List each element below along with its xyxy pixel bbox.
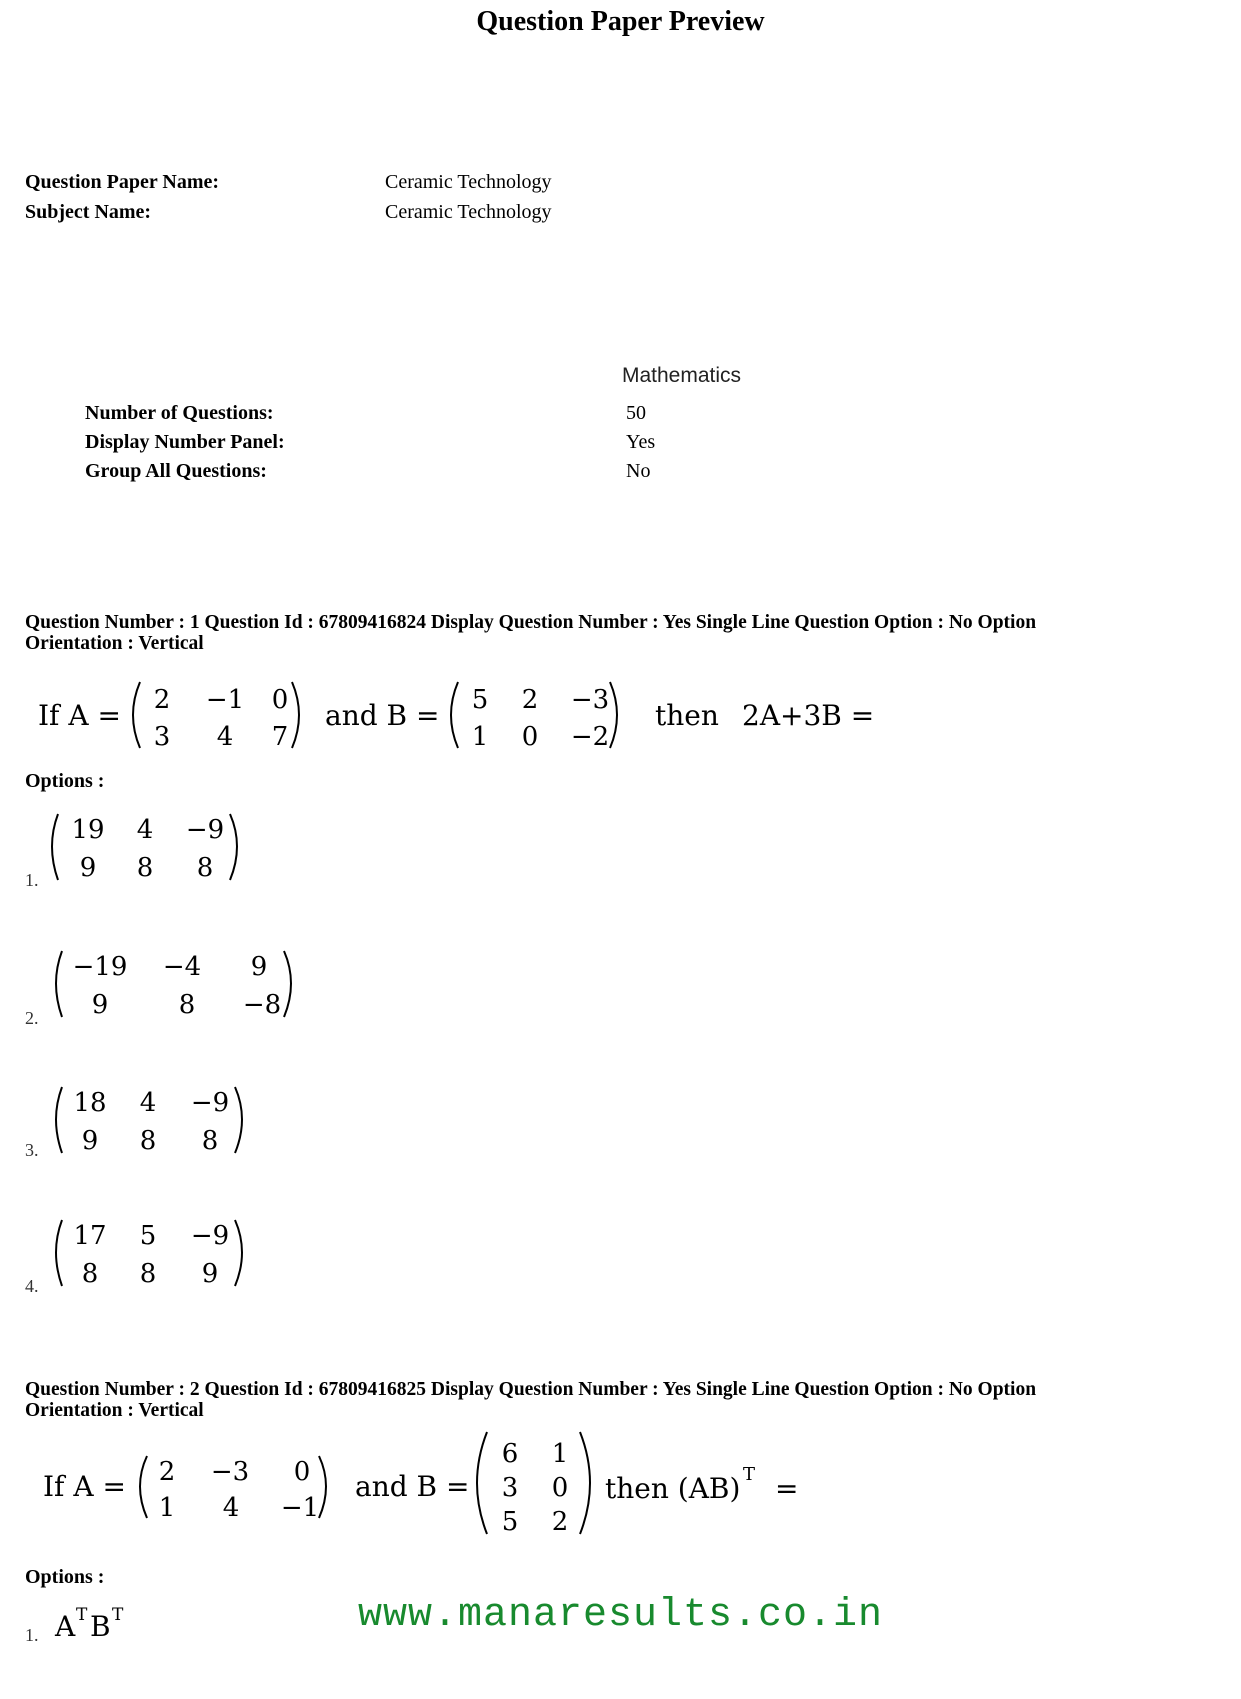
q1-option-1-number: 1. xyxy=(25,870,39,890)
question-1-stem xyxy=(30,670,910,760)
q1-opt4-cell: −9 xyxy=(190,1221,230,1251)
q1-if-text: If A = xyxy=(38,699,121,732)
q1-option-3-number: 3. xyxy=(25,1140,39,1160)
q1-matrix-a-cell: 0 xyxy=(271,685,289,715)
q1-opt3-cell: −9 xyxy=(190,1088,230,1118)
q1-opt2-left-paren xyxy=(56,951,62,1017)
q1-expr-text: 2A+3B = xyxy=(742,699,875,732)
q2-superscript: T xyxy=(743,1464,756,1485)
q1-matrix-a-cell: 4 xyxy=(216,722,234,752)
display-panel-label: Display Number Panel: xyxy=(85,431,285,453)
q1-option-3-matrix[interactable] xyxy=(52,1081,272,1161)
q1-matrix-b-cell: 2 xyxy=(521,685,539,715)
num-questions-label: Number of Questions: xyxy=(85,402,274,424)
q1-opt4-cell: 8 xyxy=(139,1259,157,1289)
q1-opt2-cell: −4 xyxy=(162,952,202,982)
q2-matrix-a-cell: 4 xyxy=(222,1493,240,1523)
display-panel-value: Yes xyxy=(626,431,656,453)
q1-opt1-cell: −9 xyxy=(185,815,225,845)
q2-and-text: and B = xyxy=(355,1470,470,1503)
q1-matrix-b-cell: 0 xyxy=(521,722,539,752)
question-2-meta-line2: Orientation : Vertical xyxy=(25,1400,204,1421)
q1-matrix-a-cell: −1 xyxy=(205,685,245,715)
q1-matrix-a-left-paren xyxy=(133,682,140,748)
q1-opt2-right-paren xyxy=(284,951,291,1017)
q1-matrix-a-cell: 2 xyxy=(153,685,171,715)
q1-opt1-cell: 8 xyxy=(136,853,154,883)
q1-matrix-a-right-paren xyxy=(292,682,299,748)
q1-opt2-cell: −8 xyxy=(242,990,282,1020)
q2-matrix-a-cell: 2 xyxy=(158,1457,176,1487)
q1-opt1-right-paren xyxy=(230,814,237,880)
q1-opt1-cell: 4 xyxy=(136,815,154,845)
q1-option-2-number: 2. xyxy=(25,1008,39,1028)
q2-matrix-a-cell: 0 xyxy=(293,1457,311,1487)
q1-option-4-number: 4. xyxy=(25,1276,39,1296)
q2-matrix-a-cell: −3 xyxy=(210,1457,250,1487)
section-name: Mathematics xyxy=(622,364,742,387)
q1-option-4-matrix[interactable] xyxy=(52,1214,272,1294)
num-questions-value: 50 xyxy=(626,402,646,424)
q2-opt1-sup-a: T xyxy=(76,1605,88,1625)
subject-name-value: Ceramic Technology xyxy=(385,201,552,223)
q2-opt1-base-a: A xyxy=(55,1610,76,1643)
q2-matrix-a-left-paren xyxy=(140,1456,147,1518)
q2-matrix-b-cell: 3 xyxy=(501,1473,519,1503)
q1-opt3-cell: 18 xyxy=(73,1088,107,1118)
q1-matrix-b-left-paren xyxy=(451,682,458,748)
q1-matrix-b-right-paren xyxy=(610,682,617,748)
q1-opt3-cell: 9 xyxy=(81,1126,99,1156)
q1-matrix-b-cell: 5 xyxy=(471,685,489,715)
q1-opt2-cell: −19 xyxy=(72,952,128,982)
q1-opt1-cell: 8 xyxy=(196,853,214,883)
q1-opt4-cell: 8 xyxy=(81,1259,99,1289)
paper-name-value: Ceramic Technology xyxy=(385,171,552,193)
q2-matrix-b-cell: 2 xyxy=(551,1507,569,1537)
q1-opt1-cell: 9 xyxy=(79,853,97,883)
q1-option-2-matrix[interactable] xyxy=(52,945,312,1025)
q1-matrix-a-cell: 3 xyxy=(153,722,171,752)
q1-opt2-cell: 9 xyxy=(91,990,109,1020)
q2-matrix-b-cell: 1 xyxy=(551,1439,569,1469)
q2-options-label: Options : xyxy=(25,1566,105,1588)
page-title: Question Paper Preview xyxy=(476,6,765,37)
q2-opt1-sup-b: T xyxy=(112,1605,124,1625)
q1-matrix-b-cell: −3 xyxy=(570,685,610,715)
q1-and-text: and B = xyxy=(325,699,440,732)
q2-option-1-number: 1. xyxy=(25,1625,39,1645)
q2-matrix-a-cell: −1 xyxy=(280,1493,320,1523)
q1-matrix-b-cell: −2 xyxy=(570,722,610,752)
q2-if-text: If A = xyxy=(43,1470,126,1503)
q1-opt2-cell: 9 xyxy=(250,952,268,982)
q2-then-text: then (AB) xyxy=(605,1472,741,1505)
question-1-meta-line2: Orientation : Vertical xyxy=(25,633,204,654)
q1-opt2-cell: 8 xyxy=(178,990,196,1020)
q2-matrix-b-right-paren xyxy=(580,1432,590,1534)
q1-matrix-b-cell: 1 xyxy=(471,722,489,752)
q2-matrix-b-cell: 6 xyxy=(501,1439,519,1469)
group-all-label: Group All Questions: xyxy=(85,460,267,482)
q1-options-label: Options : xyxy=(25,770,105,792)
question-1-meta xyxy=(25,612,1195,654)
q1-opt3-cell: 8 xyxy=(139,1126,157,1156)
q2-equals: = xyxy=(775,1472,799,1505)
q1-opt1-cell: 19 xyxy=(71,815,105,845)
question-2-stem xyxy=(35,1428,835,1538)
q2-matrix-b-cell: 5 xyxy=(501,1507,519,1537)
q1-opt3-right-paren xyxy=(235,1087,242,1153)
q2-opt1-base-b: B xyxy=(90,1610,111,1643)
question-1-meta-line1: Question Number : 1 Question Id : 67809416824 Display Question Number : Yes Single Line Question Option : No Option xyxy=(25,612,1037,633)
q1-opt4-cell: 9 xyxy=(201,1259,219,1289)
q2-matrix-a-right-paren xyxy=(319,1456,326,1518)
q2-matrix-a-cell: 1 xyxy=(158,1493,176,1523)
q1-opt4-right-paren xyxy=(235,1220,242,1286)
question-2-meta-line1: Question Number : 2 Question Id : 67809416825 Display Question Number : Yes Single Line Question Option : No Option xyxy=(25,1379,1037,1400)
group-all-value: No xyxy=(626,460,651,482)
q1-matrix-a-cell: 7 xyxy=(271,722,289,752)
question-2-meta xyxy=(25,1379,1195,1421)
q1-opt1-left-paren xyxy=(52,814,58,880)
subject-name-label: Subject Name: xyxy=(25,201,152,223)
q1-opt3-cell: 8 xyxy=(201,1126,219,1156)
q2-matrix-b-left-paren xyxy=(477,1432,487,1534)
q1-opt4-cell: 5 xyxy=(139,1221,157,1251)
paper-name-label: Question Paper Name: xyxy=(25,171,220,193)
watermark: www.manaresults.co.in xyxy=(357,1593,884,1638)
q1-option-1-matrix[interactable] xyxy=(50,808,270,888)
q1-opt4-cell: 17 xyxy=(73,1221,107,1251)
q2-matrix-b-cell: 0 xyxy=(551,1473,569,1503)
q1-then-text: then xyxy=(655,699,719,732)
q1-opt4-left-paren xyxy=(56,1220,62,1286)
q1-opt3-left-paren xyxy=(56,1087,62,1153)
q1-opt3-cell: 4 xyxy=(139,1088,157,1118)
